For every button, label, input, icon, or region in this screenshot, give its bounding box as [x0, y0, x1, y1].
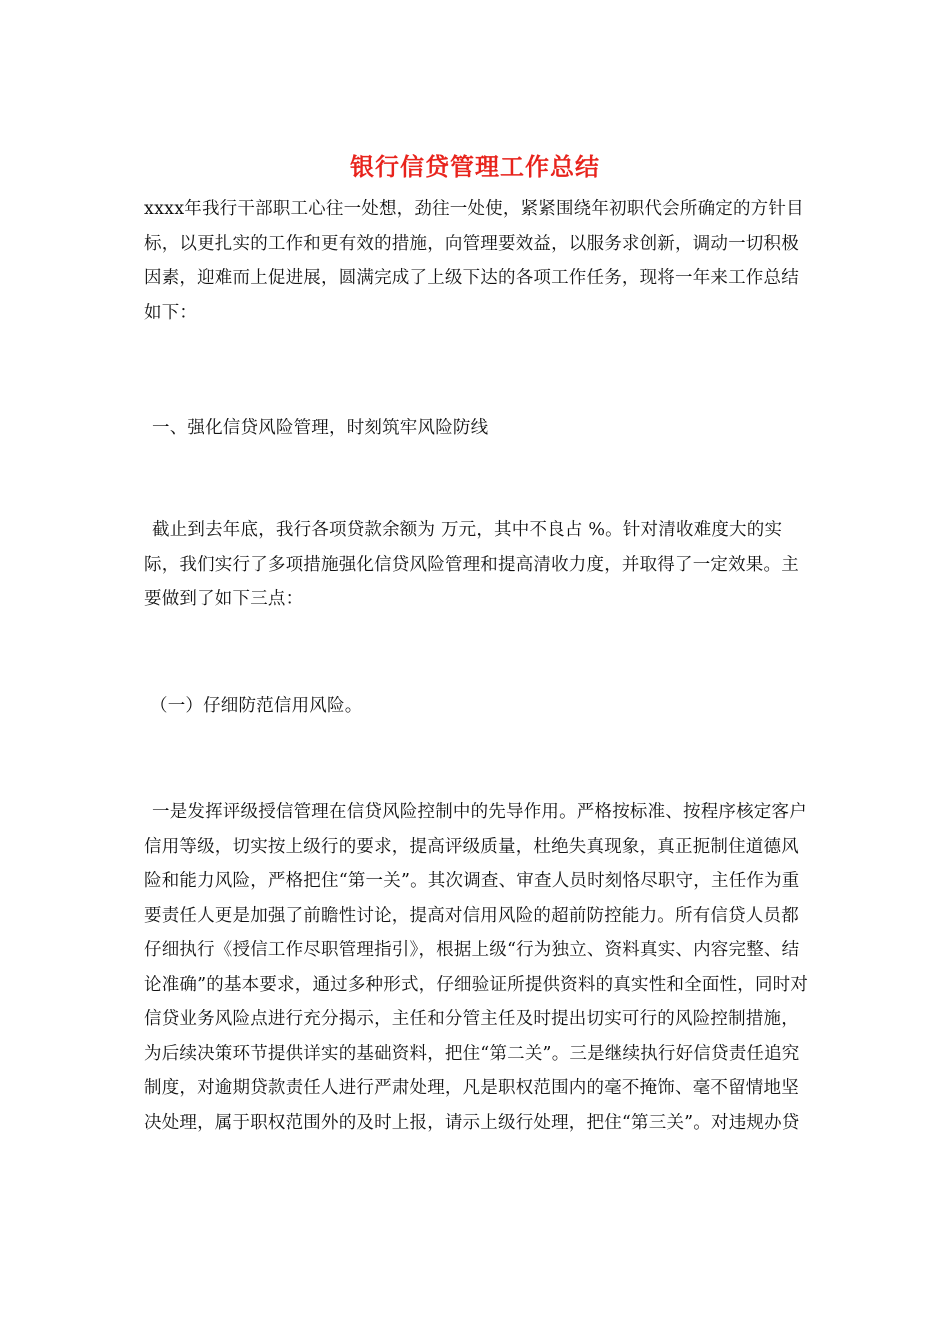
section-heading-1: 一、强化信贷风险管理，时刻筑牢风险防线 — [152, 418, 489, 438]
subsection-paragraph-1: 一是发挥评级授信管理在信贷风险控制中的先导作用。严格按标准、按程序核定客户信用等级，切实按上级行的要求，提高评级质量，杜绝失真现象，真正扼制住道德风险和能力风险，严格把住“第一关”。其次调查、审查人员时刻恪尽职守，主任作为重要责任人更是加强了前瞻性讨论，提高对信用风险的超前防控能力。所有信贷人员都仔细执行《授信工作尽职管理指引》，根据上级“行为独立、资料真实、内容完整、结论准确”的基本要求，通过多种形式，仔细验证所提供资料的真实性和全面性，同时对信贷业务风险点进行充分揭示，主任和分管主任及时提出切实可行的风险控制措施，为后续决策环节提供详实的基础资料，把住“第二关”。三是继续执行好信贷责任追究制度，对逾期贷款责任人进行严肃处理，凡是职权范围内的毫不掩饰、毫不留情地坚决处理，属于职权范围外的及时上报，请示上级行处理，把住“第三关”。对违规办贷 — [144, 802, 809, 1133]
subsection-heading-1: （一）仔细防范信用风险。 — [150, 696, 363, 716]
document-title: 银行信贷管理工作总结 — [350, 152, 600, 181]
intro-paragraph: xxxx年我行干部职工心往一处想，劲往一处使，紧紧围绕年初职代会所确定的方针目标，以更扎实的工作和更有效的措施，向管理要效益，以服务求创新，调动一切积极因素，迎难而上促进展，圆满完成了上级下达的各项工作任务，现将一年来工作总结如下： — [144, 199, 804, 323]
section-paragraph-1: 截止到去年底，我行各项贷款余额为 万元，其中不良占 %。针对清收难度大的实际，我们实行了多项措施强化信贷风险管理和提高清收力度，并取得了一定效果。主要做到了如下三点： — [144, 520, 799, 609]
